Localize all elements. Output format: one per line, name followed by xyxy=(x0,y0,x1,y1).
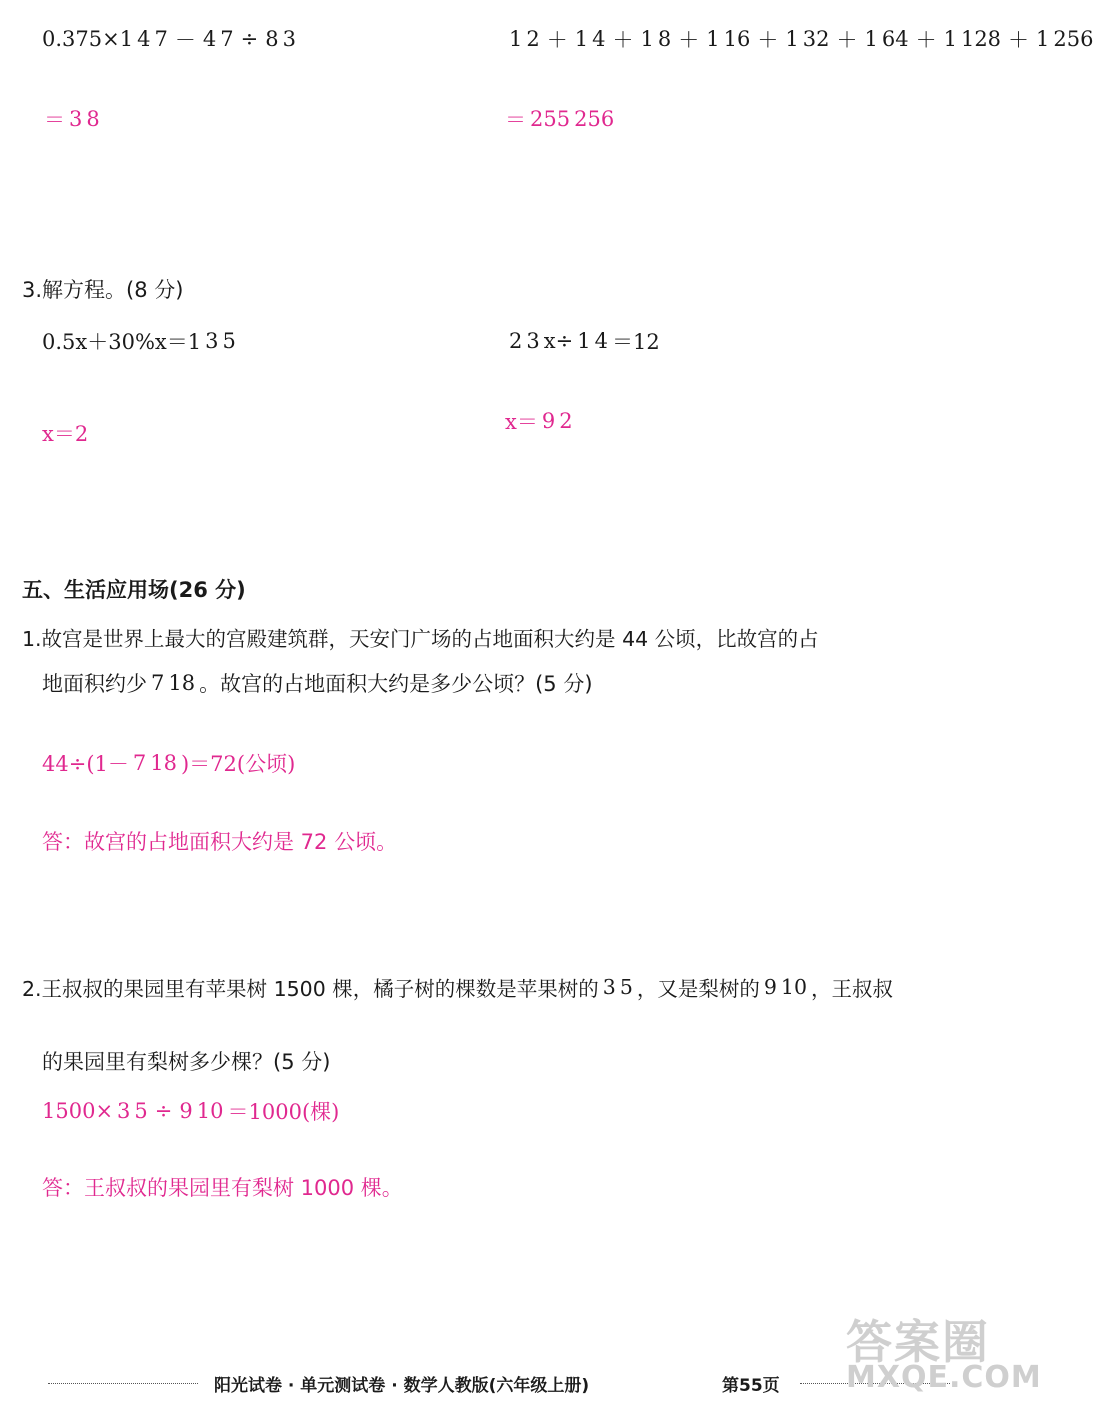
equation-left-lhs: 0.5x＋30%x＝1 xyxy=(42,330,202,354)
fraction: 4 7 xyxy=(137,26,168,51)
watermark-url: MXQE.COM xyxy=(846,1360,1042,1395)
calc-right-answer xyxy=(505,104,618,134)
q1-line2-text: 地面积约少 xyxy=(42,672,147,696)
q2-work xyxy=(42,1096,339,1126)
calc-left-prefix: 0.375×1 xyxy=(42,27,134,51)
fraction: 255 256 xyxy=(530,106,615,131)
fraction: 9 2 xyxy=(541,408,573,433)
operator-divide: ÷ xyxy=(154,1099,173,1123)
equation-right-rhs: ＝12 xyxy=(611,330,660,354)
fraction: 1 256 xyxy=(1036,26,1094,51)
operator-divide: ÷ xyxy=(240,27,259,51)
calc-left-expression xyxy=(42,24,300,54)
fraction: 9 10 xyxy=(763,974,807,999)
q2-line1-text: 2.王叔叔的果园里有苹果树 1500 棵，橘子树的棵数是苹果树的 xyxy=(22,977,599,1001)
operator-plus: ＋ xyxy=(678,28,700,52)
calc-left-answer xyxy=(44,104,104,134)
fraction: 8 3 xyxy=(265,26,296,51)
q1-answer: 答：故宫的占地面积大约是 72 公顷。 xyxy=(42,830,398,854)
equation-left-answer: x＝2 xyxy=(42,422,89,446)
operator-plus: ＋ xyxy=(757,28,779,52)
answer-equals: ＝ xyxy=(505,108,526,132)
footer-page-number: 第55页 xyxy=(722,1376,780,1396)
q1-work-text: )＝72(公顷) xyxy=(180,752,296,776)
operator-plus: ＋ xyxy=(1008,28,1030,52)
fraction: 1 4 xyxy=(577,328,608,353)
q2-line1-text: ，又是梨树的 xyxy=(636,977,760,1001)
calc-right-expression xyxy=(505,24,1098,54)
answer-equals: ＝ xyxy=(44,108,65,132)
fraction: 9 10 xyxy=(179,1098,224,1123)
footer-rule-left xyxy=(48,1383,198,1384)
watermark-logo: 答案圈 xyxy=(846,1315,990,1369)
q1-line2 xyxy=(42,668,593,698)
q1-line1: 1.故宫是世界上最大的宫殿建筑群，天安门广场的占地面积大约是 44 公顷，比故宫的占 xyxy=(22,627,819,651)
fraction: 3 5 xyxy=(205,328,236,353)
q1-work xyxy=(42,748,295,778)
equation-right-mid: x÷ xyxy=(543,329,574,353)
operator-minus: － xyxy=(174,28,196,52)
fraction: 3 5 xyxy=(602,974,633,999)
fraction: 3 8 xyxy=(69,106,100,131)
section5-heading: 五、生活应用场(26 分) xyxy=(22,578,246,602)
fraction: 4 7 xyxy=(202,26,234,51)
operator-plus: ＋ xyxy=(546,28,568,52)
equations-heading: 3.解方程。(8 分) xyxy=(22,278,184,302)
fraction: 1 2 xyxy=(509,26,540,51)
fraction: 1 32 xyxy=(785,26,830,51)
equation-right xyxy=(505,326,660,356)
q2-line1-text: ，王叔叔 xyxy=(811,977,893,1001)
q2-work-text: ＝1000(棵) xyxy=(227,1100,340,1124)
fraction: 1 128 xyxy=(943,26,1002,51)
equation-right-answer xyxy=(505,406,577,436)
q1-line2-text: 。故宫的占地面积大约是多少公顷？(5 分) xyxy=(199,672,593,696)
q2-work-text: 1500× xyxy=(42,1099,114,1123)
operator-plus: ＋ xyxy=(915,28,937,52)
fraction: 1 8 xyxy=(640,26,672,51)
equation-left xyxy=(42,326,240,356)
fraction: 2 3 xyxy=(509,328,540,353)
operator-plus: ＋ xyxy=(612,28,634,52)
equation-right-answer-prefix: x＝ xyxy=(505,410,538,434)
footer-title: 阳光试卷 · 单元测试卷 · 数学人教版(六年级上册) xyxy=(214,1376,590,1396)
fraction: 1 16 xyxy=(706,26,751,51)
q2-line1 xyxy=(22,972,893,1002)
fraction: 3 5 xyxy=(117,1098,148,1123)
fraction: 1 64 xyxy=(864,26,909,51)
fraction: 1 4 xyxy=(574,26,606,51)
fraction: 7 18 xyxy=(132,750,177,775)
operator-plus: ＋ xyxy=(836,28,858,52)
fraction: 7 18 xyxy=(151,670,196,695)
q2-answer: 答：王叔叔的果园里有梨树 1000 棵。 xyxy=(42,1176,403,1200)
q2-line2: 的果园里有梨树多少棵？(5 分) xyxy=(42,1050,331,1074)
q1-work-text: 44÷(1－ xyxy=(42,752,129,776)
